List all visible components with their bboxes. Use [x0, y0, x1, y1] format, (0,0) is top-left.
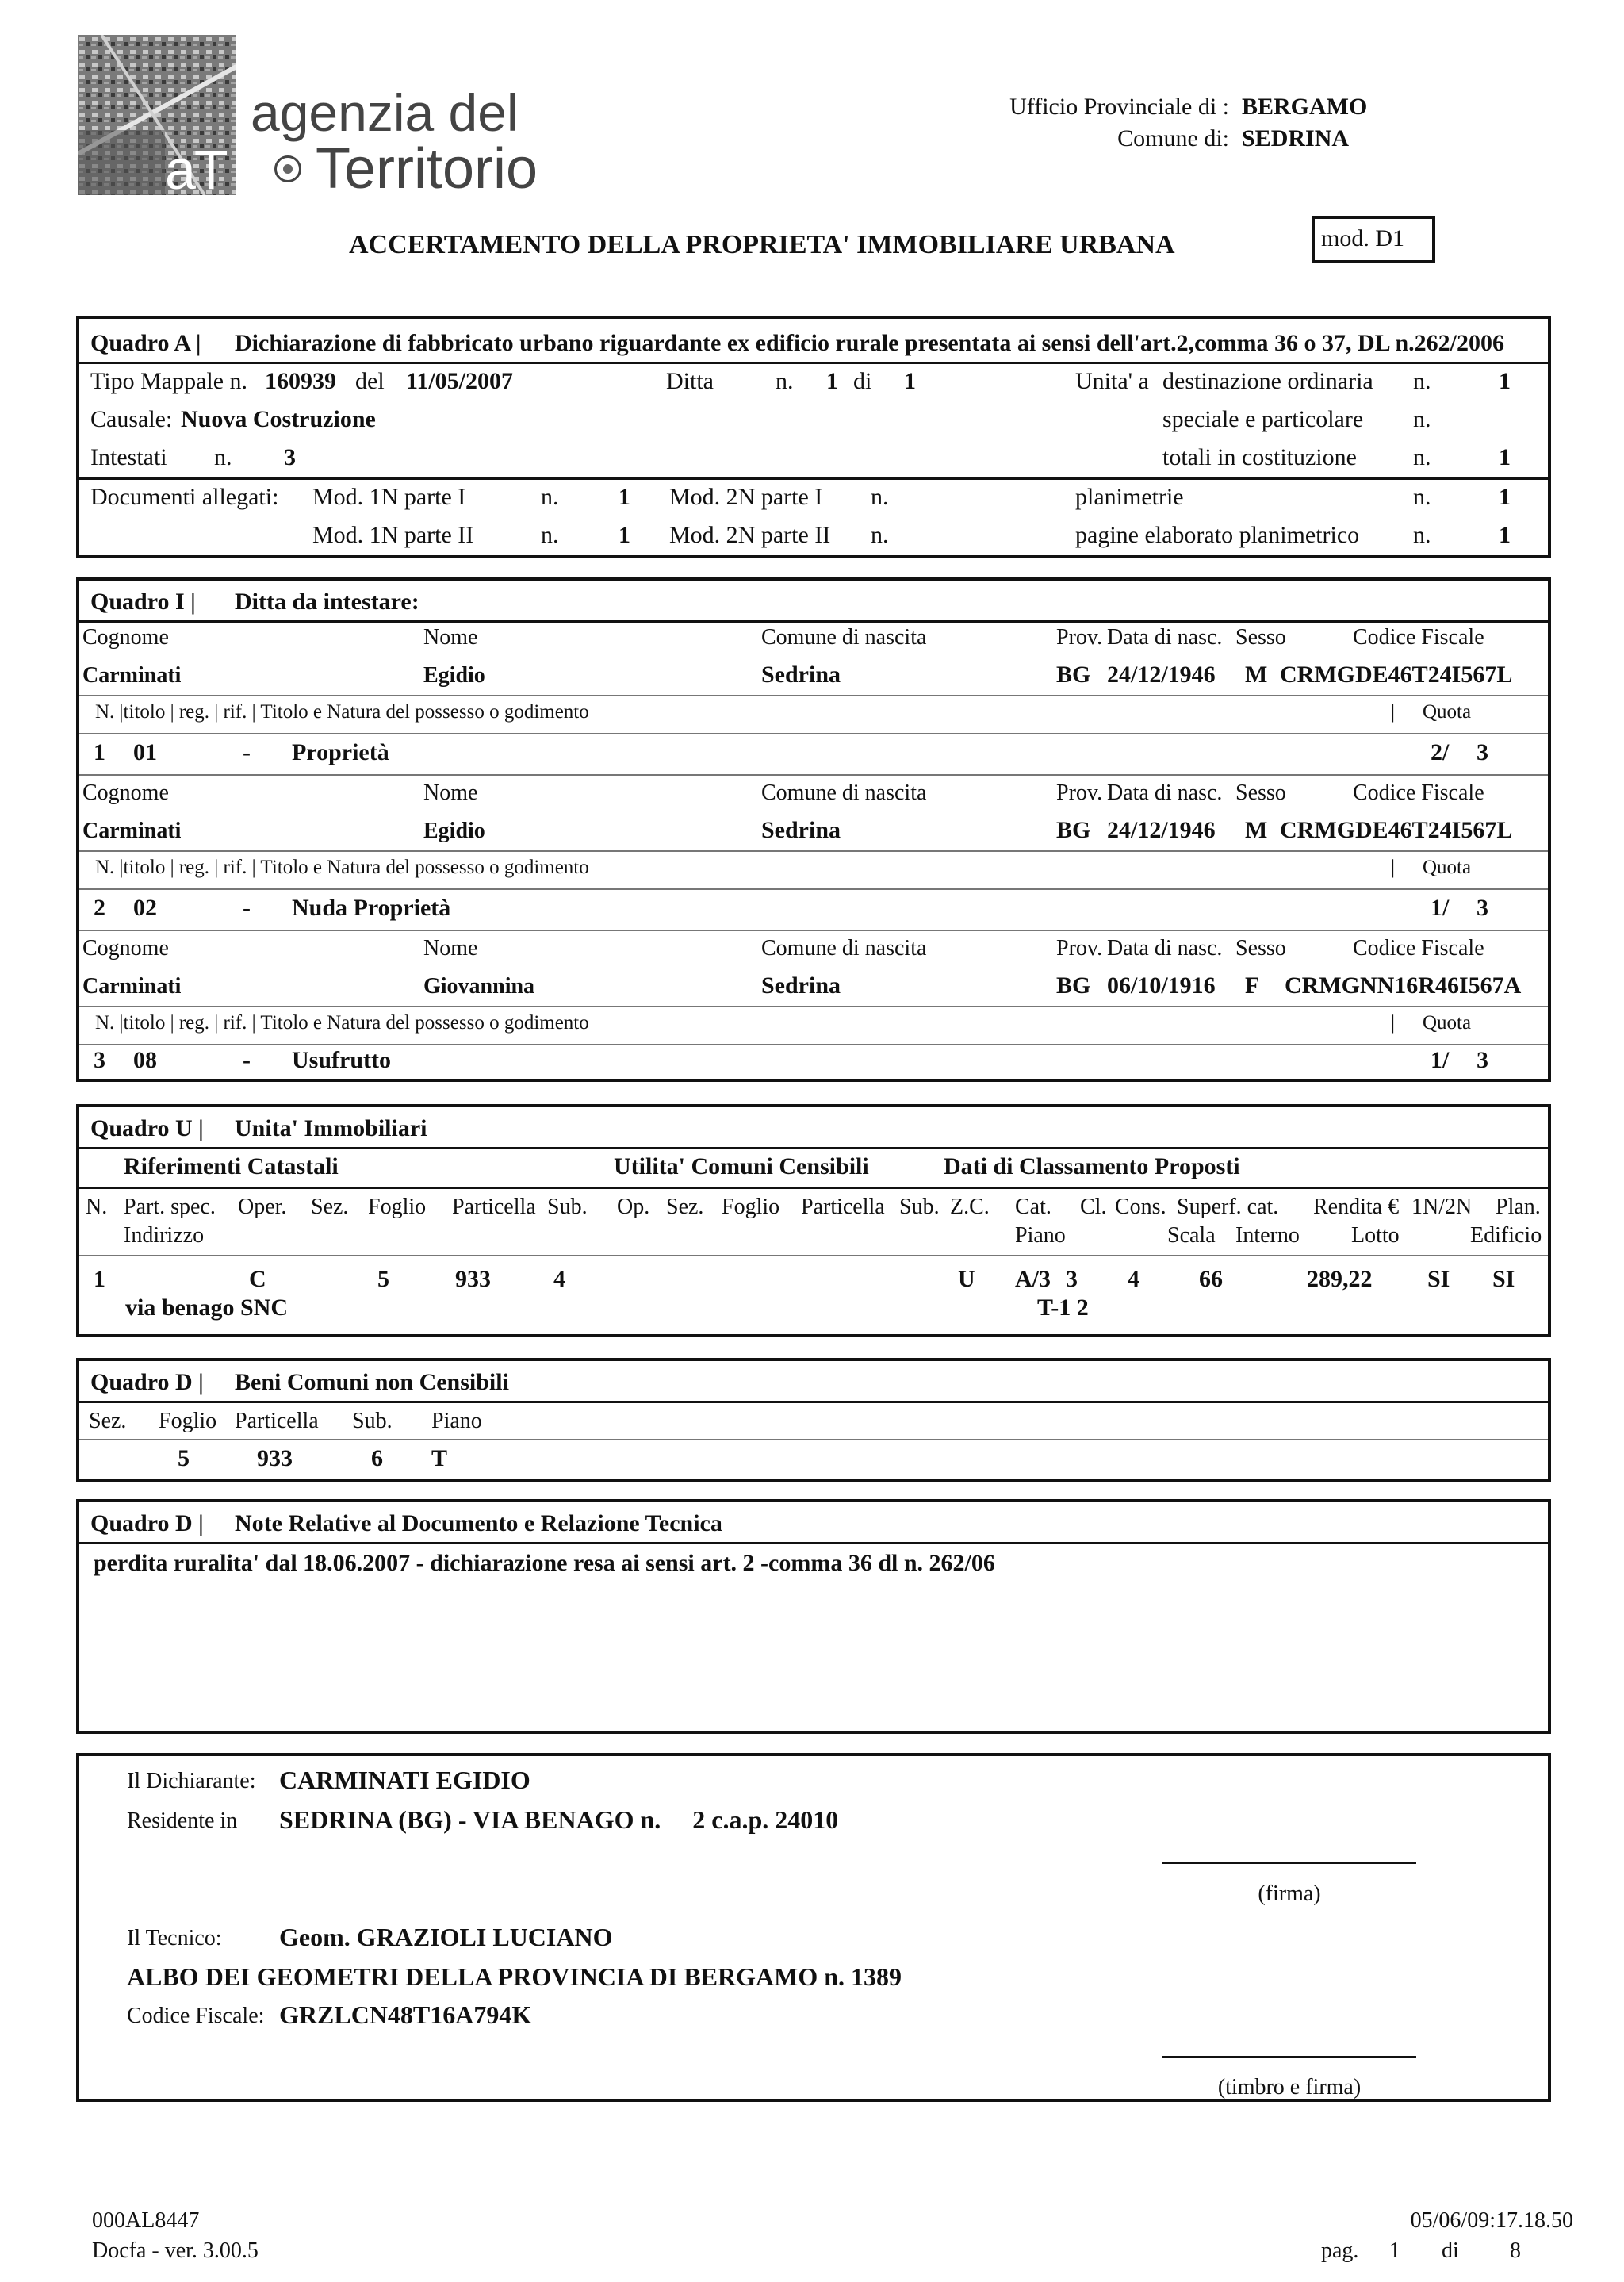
quota-separator: | [1391, 1012, 1396, 1034]
tipo-mappale-value: 160939 [265, 368, 336, 394]
person-block-3 [79, 933, 1548, 1079]
intestati-n: n. [214, 444, 232, 470]
dest-ordinaria-n: n. [1413, 368, 1431, 394]
h-cons: Cons. [1115, 1195, 1166, 1219]
firma-section [76, 1753, 1551, 2102]
mod2n-parte1-n: n. [871, 484, 889, 510]
h-cat: Cat. [1015, 1195, 1051, 1219]
mod2n-parte2-n: n. [871, 522, 889, 548]
ufficio-value: BERGAMO [1242, 94, 1368, 120]
unita-label: Unita' a [1075, 368, 1149, 394]
causale-label: Causale: [90, 406, 173, 432]
quadro-u-header-row [79, 1191, 1548, 1255]
logo-text-line1: agenzia del [251, 83, 519, 142]
page-number: 1 [1389, 2238, 1400, 2263]
quadro-d-beni [76, 1358, 1551, 1482]
dati-classamento: Dati di Classamento Proposti [944, 1153, 1240, 1179]
possesso-titolo: 01 [133, 739, 157, 765]
person-prov: BG [1056, 662, 1091, 688]
documenti-label: Documenti allegati: [90, 484, 279, 510]
speciale-n: n. [1413, 406, 1431, 432]
person-sesso: M [1245, 817, 1268, 843]
person-data: 24/12/1946 [1107, 662, 1216, 688]
quota-denominator: 3 [1477, 895, 1488, 921]
h-rendita: Rendita € [1313, 1195, 1400, 1219]
possesso-header: N. |titolo | reg. | rif. | Titolo e Natura del possesso o godimento [95, 1012, 589, 1034]
possesso-reg: - [243, 895, 251, 921]
u-indirizzo: via benago SNC [125, 1294, 289, 1321]
mod2n-parte2-label: Mod. 2N parte II [669, 522, 831, 548]
possesso-natura: Usufrutto [292, 1047, 391, 1073]
col-prov: Prov. [1056, 936, 1103, 961]
firma-line [1162, 1862, 1416, 1864]
quadro-d-note-subtitle: Note Relative al Documento e Relazione Tecnica [235, 1510, 722, 1536]
u-plan: SI [1492, 1266, 1515, 1292]
col-cognome: Cognome [82, 936, 169, 961]
del-value: 11/05/2007 [406, 368, 514, 394]
possesso-reg: - [243, 1047, 251, 1073]
col-data: Data di nasc. [1107, 780, 1223, 805]
u-cons: 4 [1128, 1266, 1139, 1292]
quota-numerator: 1/ [1431, 895, 1450, 921]
person-nome: Egidio [423, 819, 485, 843]
h-sub: Sub. [547, 1195, 588, 1219]
possesso-natura: Proprietà [292, 739, 389, 765]
ditta-value: 1 [826, 368, 838, 394]
person-prov: BG [1056, 817, 1091, 843]
comune-value: SEDRINA [1242, 125, 1350, 151]
col-prov: Prov. [1056, 625, 1103, 650]
residente-label: Residente in [127, 1808, 238, 1833]
ufficio-label: Ufficio Provinciale di : [1009, 94, 1229, 120]
possesso-n: 3 [94, 1047, 105, 1073]
person-comune: Sedrina [761, 662, 841, 688]
quota-denominator: 3 [1477, 739, 1488, 765]
col-nome: Nome [423, 936, 478, 961]
totali-value: 1 [1499, 444, 1511, 470]
person-data: 24/12/1946 [1107, 817, 1216, 843]
albo-geometri: ALBO DEI GEOMETRI DELLA PROVINCIA DI BERGAMO n. 1389 [127, 1962, 902, 1991]
d-h-sub: Sub. [352, 1409, 393, 1433]
person-cognome: Carminati [82, 974, 182, 999]
h-indirizzo: Indirizzo [124, 1223, 205, 1248]
person-sesso: F [1245, 972, 1260, 999]
possesso-titolo: 02 [133, 895, 157, 921]
h-part-spec: Part. spec. [124, 1195, 216, 1219]
possesso-n: 2 [94, 895, 105, 921]
u-sub: 4 [553, 1266, 565, 1292]
causale-value: Nuova Costruzione [181, 406, 376, 432]
quota-separator: | [1391, 857, 1396, 878]
possesso-n: 1 [94, 739, 105, 765]
col-sesso: Sesso [1235, 780, 1286, 805]
person-block-1 [79, 622, 1548, 777]
person-nome: Egidio [423, 663, 485, 688]
u-cl: 3 [1066, 1266, 1078, 1292]
person-prov: BG [1056, 972, 1091, 999]
col-nome: Nome [423, 625, 478, 650]
dichiarante-value: CARMINATI EGIDIO [279, 1766, 530, 1794]
h-particella-2: Particella [801, 1195, 885, 1219]
firma-caption: (firma) [1258, 1881, 1321, 1906]
quadro-a-desc: Dichiarazione di fabbricato urbano riguardante ex edificio rurale presentata ai sensi dell'art.2,comma 36 o 37, DL n.262/2006 [235, 330, 1505, 356]
u-foglio: 5 [377, 1266, 389, 1292]
quadro-u [76, 1104, 1551, 1337]
mod2n-parte1-label: Mod. 2N parte I [669, 484, 823, 510]
d-piano: T [431, 1445, 448, 1471]
d-h-particella: Particella [235, 1409, 319, 1433]
residente-value: SEDRINA (BG) - VIA BENAGO n. 2 c.a.p. 24010 [279, 1805, 839, 1834]
logo-emblem-icon [274, 155, 301, 182]
h-sez: Sez. [311, 1195, 349, 1219]
quadro-a-title: Quadro A | [90, 330, 201, 356]
ditta-total: 1 [904, 368, 916, 394]
software-version: Docfa - ver. 3.00.5 [92, 2238, 259, 2263]
ditta-di-label: di [853, 368, 872, 394]
h-superf: Superf. cat. [1177, 1195, 1279, 1219]
mod-label: mod. D1 [1321, 225, 1404, 251]
col-cf: Codice Fiscale [1353, 780, 1484, 805]
intestati-value: 3 [284, 444, 296, 470]
col-comune: Comune di nascita [761, 780, 927, 805]
quota-label: Quota [1423, 1012, 1472, 1034]
u-zc: U [958, 1266, 975, 1292]
h-cl: Cl. [1080, 1195, 1107, 1219]
col-cognome: Cognome [82, 780, 169, 805]
h-foglio: Foglio [368, 1195, 427, 1219]
pagine-elaborato-value: 1 [1499, 522, 1511, 548]
timbro-caption: (timbro e firma) [1217, 2075, 1362, 2100]
totali-label: totali in costituzione [1162, 444, 1357, 470]
page-of-label: di [1442, 2238, 1459, 2263]
quota-numerator: 2/ [1431, 739, 1450, 765]
tecnico-label: Il Tecnico: [127, 1926, 222, 1950]
h-zc: Z.C. [950, 1195, 990, 1219]
h-sub-2: Sub. [899, 1195, 940, 1219]
person-nome: Giovannina [423, 974, 535, 999]
logo-text-line2: Territorio [316, 137, 538, 201]
tecnico-cf-value: GRZLCN48T16A794K [279, 2000, 532, 2029]
timbro-line [1162, 2056, 1416, 2058]
quadro-u-subtitle: Unita' Immobiliari [235, 1115, 427, 1141]
tecnico-cf-label: Codice Fiscale: [127, 2004, 265, 2028]
possesso-reg: - [243, 739, 251, 765]
h-n: N. [86, 1195, 108, 1219]
d-h-sez: Sez. [89, 1409, 127, 1433]
h-foglio-2: Foglio [722, 1195, 780, 1219]
mod1n-parte1-n: n. [541, 484, 559, 510]
person-cognome: Carminati [82, 663, 182, 688]
col-comune: Comune di nascita [761, 625, 927, 650]
person-cf: CRMGNN16R46I567A [1285, 972, 1522, 999]
ditta-label: Ditta [666, 368, 714, 394]
col-cognome: Cognome [82, 625, 169, 650]
possesso-natura: Nuda Proprietà [292, 895, 451, 921]
mod1n-parte1-label: Mod. 1N parte I [312, 484, 466, 510]
h-sez-2: Sez. [666, 1195, 704, 1219]
person-cf: CRMGDE46T24I567L [1280, 662, 1513, 688]
quadro-d-note-title: Quadro D | [90, 1510, 204, 1536]
print-timestamp: 05/06/09:17.18.50 [1410, 2208, 1573, 2233]
planimetrie-label: planimetrie [1075, 484, 1184, 510]
dichiarante-label: Il Dichiarante: [127, 1769, 256, 1793]
planimetrie-value: 1 [1499, 484, 1511, 510]
mod1n-parte2-value: 1 [619, 522, 630, 548]
h-interno: Interno [1235, 1223, 1300, 1248]
h-edificio: Edificio [1470, 1223, 1542, 1248]
document-code: 000AL8447 [92, 2208, 200, 2233]
quadro-i-title: Quadro I | [90, 589, 196, 615]
quadro-d-beni-title: Quadro D | [90, 1369, 204, 1395]
h-op: Op. [617, 1195, 650, 1219]
h-piano: Piano [1015, 1223, 1066, 1248]
u-rendita: 289,22 [1307, 1266, 1373, 1292]
d-sub: 6 [371, 1445, 383, 1471]
h-particella: Particella [452, 1195, 536, 1219]
person-cf: CRMGDE46T24I567L [1280, 817, 1513, 843]
u-particella: 933 [455, 1266, 491, 1292]
del-label: del [355, 368, 385, 394]
page-title: ACCERTAMENTO DELLA PROPRIETA' IMMOBILIARE URBANA [349, 230, 1175, 259]
speciale-label: speciale e particolare [1162, 406, 1364, 432]
col-nome: Nome [423, 780, 478, 805]
intestati-label: Intestati [90, 444, 167, 470]
note-text: perdita ruralita' dal 18.06.2007 - dichiarazione resa ai sensi art. 2 -comma 36 dl n. 262/06 [94, 1550, 995, 1576]
planimetrie-n: n. [1413, 484, 1431, 510]
quadro-u-title: Quadro U | [90, 1115, 204, 1141]
dest-ordinaria-value: 1 [1499, 368, 1511, 394]
d-h-piano: Piano [431, 1409, 482, 1433]
col-data: Data di nasc. [1107, 936, 1223, 961]
u-piano: T-1 2 [1037, 1294, 1089, 1321]
person-comune: Sedrina [761, 972, 841, 999]
ditta-n-label: n. [776, 368, 794, 394]
quadro-a [76, 316, 1551, 558]
person-comune: Sedrina [761, 817, 841, 843]
person-sesso: M [1245, 662, 1268, 688]
d-h-foglio: Foglio [159, 1409, 217, 1433]
h-lotto: Lotto [1351, 1223, 1400, 1248]
pagine-elaborato-label: pagine elaborato planimetrico [1075, 522, 1360, 548]
page-total: 8 [1510, 2238, 1521, 2263]
quota-label: Quota [1423, 857, 1472, 878]
quota-separator: | [1391, 701, 1396, 723]
tecnico-value: Geom. GRAZIOLI LUCIANO [279, 1923, 613, 1951]
quota-denominator: 3 [1477, 1047, 1488, 1073]
quadro-d-beni-subtitle: Beni Comuni non Censibili [235, 1369, 509, 1395]
col-sesso: Sesso [1235, 625, 1286, 650]
possesso-titolo: 08 [133, 1047, 157, 1073]
col-prov: Prov. [1056, 780, 1103, 805]
possesso-header: N. |titolo | reg. | rif. | Titolo e Natura del possesso o godimento [95, 701, 589, 723]
h-1n2n: 1N/2N [1411, 1195, 1473, 1219]
col-cf: Codice Fiscale [1353, 936, 1484, 961]
mod1n-parte1-value: 1 [619, 484, 630, 510]
u-n: 1 [94, 1266, 105, 1292]
h-oper: Oper. [238, 1195, 287, 1219]
pagine-elaborato-n: n. [1413, 522, 1431, 548]
u-superf: 66 [1199, 1266, 1223, 1292]
person-cognome: Carminati [82, 819, 182, 843]
riferimenti-catastali: Riferimenti Catastali [124, 1153, 339, 1179]
totali-n: n. [1413, 444, 1431, 470]
u-1n2n: SI [1427, 1266, 1450, 1292]
mod-box [1312, 216, 1435, 263]
col-data: Data di nasc. [1107, 625, 1223, 650]
h-scala: Scala [1167, 1223, 1216, 1248]
col-comune: Comune di nascita [761, 936, 927, 961]
logo-badge: aT [165, 139, 227, 201]
page-label: pag. [1321, 2238, 1359, 2263]
quota-numerator: 1/ [1431, 1047, 1450, 1073]
u-oper: C [249, 1266, 266, 1292]
person-data: 06/10/1916 [1107, 972, 1216, 999]
possesso-header: N. |titolo | reg. | rif. | Titolo e Natura del possesso o godimento [95, 857, 589, 878]
comune-label: Comune di: [1117, 125, 1229, 151]
tipo-mappale-label: Tipo Mappale n. [90, 368, 248, 394]
logo [78, 35, 568, 201]
h-plan: Plan. [1496, 1195, 1541, 1219]
col-cf: Codice Fiscale [1353, 625, 1484, 650]
mod1n-parte2-n: n. [541, 522, 559, 548]
d-particella: 933 [257, 1445, 293, 1471]
person-block-2 [79, 777, 1548, 933]
dest-ordinaria-label: destinazione ordinaria [1162, 368, 1373, 394]
utilita-comuni: Utilita' Comuni Censibili [614, 1153, 869, 1179]
quota-label: Quota [1423, 701, 1472, 723]
quadro-d-note [76, 1499, 1551, 1734]
quadro-i-subtitle: Ditta da intestare: [235, 589, 419, 615]
u-cat: A/3 [1015, 1266, 1051, 1292]
mod1n-parte2-label: Mod. 1N parte II [312, 522, 474, 548]
quadro-u-row [79, 1263, 1548, 1326]
col-sesso: Sesso [1235, 936, 1286, 961]
quadro-i [76, 577, 1551, 1082]
d-foglio: 5 [178, 1445, 190, 1471]
